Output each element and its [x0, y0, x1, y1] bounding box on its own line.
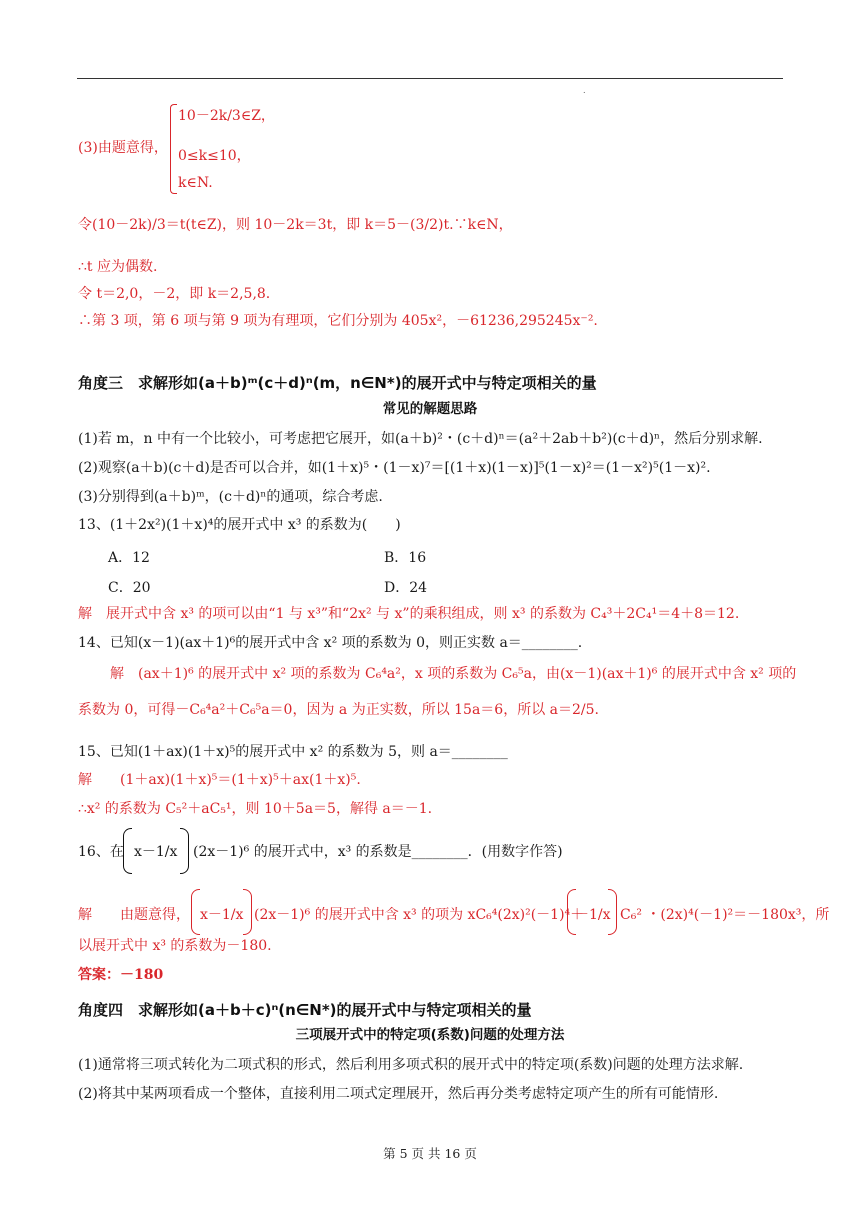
q13-stem: 13、(1＋2x²)(1＋x)⁴的展开式中 x³ 的系数为( ): [78, 517, 401, 533]
q16-sol-paren-left-1: [191, 889, 200, 935]
q14-solution-1: 解 (ax＋1)⁶ 的展开式中 x² 项的系数为 C₆⁴a²，x 项的系数为 C₆⁵a，由(x－1)(ax＋1)⁶ 的展开式中含 x² 项的: [110, 666, 797, 682]
q16-stem: (2x－1)⁶ 的展开式中，x³ 的系数是________．(用数字作答): [193, 844, 563, 860]
q13-option-d: D．24: [384, 580, 428, 596]
q13-option-b: B．16: [384, 550, 427, 566]
q16-sol-mid: (2x－1)⁶ 的展开式中含 x³ 的项为 xC₆⁴(2x)²(－1)⁴＋: [254, 907, 585, 923]
q13-solution: 解 展开式中含 x³ 的项可以由“1 与 x³”和“2x² 与 x”的乘积组成，则 x³ 的系数为 C₄³＋2C₄¹＝4＋8＝12.: [78, 606, 740, 622]
q13-option-c: C．20: [108, 580, 151, 596]
q16-sol-end: C₆² ・(2x)⁴(－1)²＝－180x³，所: [620, 907, 830, 923]
q16-answer: 答案：－180: [78, 967, 164, 983]
q16-paren-right: [180, 828, 189, 874]
sol3-cond2: 0≤k≤10，: [178, 148, 251, 164]
q16-solution-2: 以展开式中 x³ 的系数为－180.: [78, 938, 272, 954]
sol3-brace: [170, 104, 177, 194]
sol3-label: (3)由题意得，: [78, 140, 168, 156]
q16-paren-left: [123, 828, 132, 874]
q16-sol-expr-2: －1/x: [575, 907, 611, 923]
angle3-subtitle: 常见的解题思路: [382, 401, 478, 417]
q14-stem: 14、已知(x－1)(ax＋1)⁶的展开式中含 x² 项的系数为 0，则正实数 a＝________.: [78, 635, 583, 651]
q16-sol-label: 解 由题意得，: [78, 907, 190, 923]
sol3-line-t: 令(10－2k)/3＝t(t∈Z)，则 10－2k＝3t，即 k＝5－(3/2)t.∵k∈N，: [78, 217, 513, 233]
angle4-subtitle: 三项展开式中的特定项(系数)问题的处理方法: [295, 1027, 565, 1043]
q15-solution-2: ∴x² 的系数为 C₅²＋aC₅¹，则 10＋5a＝5，解得 a＝－1.: [78, 801, 433, 817]
q15-stem: 15、已知(1＋ax)(1＋x)⁵的展开式中 x² 的系数为 5，则 a＝________: [78, 744, 508, 760]
q15-solution-1: 解 (1＋ax)(1＋x)⁵＝(1＋x)⁵＋ax(1＋x)⁵.: [78, 772, 361, 788]
angle3-p1: (1)若 m，n 中有一个比较小，可考虑把它展开，如(a＋b)²・(c＋d)ⁿ＝(a²＋2ab＋b²)(c＋d)ⁿ，然后分别求解.: [78, 431, 763, 447]
header-rule: [77, 78, 783, 79]
sol3-cond3: k∈N.: [178, 175, 213, 191]
q16-expr: x－1/x: [134, 844, 178, 860]
angle4-p1: (1)通常将三项式转化为二项式积的形式，然后利用多项式积的展开式中的特定项(系数)问题的处理方法求解.: [78, 1057, 744, 1073]
angle4-p2: (2)将其中某两项看成一个整体，直接利用二项式定理展开，然后再分类考虑特定项产生的所有可能情形.: [78, 1086, 719, 1102]
angle4-title: 角度四 求解形如(a＋b＋c)ⁿ(n∈N*)的展开式中与特定项相关的量: [78, 1001, 532, 1019]
q16-sol-expr-1: x－1/x: [200, 907, 244, 923]
q16-sol-paren-right-1: [243, 889, 252, 935]
angle3-p3: (3)分别得到(a＋b)ᵐ，(c＋d)ⁿ的通项，综合考虑.: [78, 489, 383, 505]
q14-solution-2: 系数为 0，可得－C₆⁴a²＋C₆⁵a＝0，因为 a 为正实数，所以 15a＝6，所以 a＝2/5.: [78, 702, 599, 718]
sol3-line-even: ∴t 应为偶数.: [78, 259, 158, 275]
angle3-p2: (2)观察(a＋b)(c＋d)是否可以合并，如(1＋x)⁵・(1－x)⁷＝[(1＋x)(1－x)]⁵(1－x)²＝(1－x²)⁵(1－x)².: [78, 460, 711, 476]
sol3-cond1: 10－2k/3∈Z，: [178, 108, 275, 124]
sol3-line-k: 令 t＝2,0，－2，即 k＝2,5,8.: [78, 286, 271, 302]
q13-option-a: A．12: [108, 550, 150, 566]
q16-sol-paren-right-2: [608, 889, 617, 935]
page-footer: 第 5 页 共 16 页: [383, 1146, 477, 1161]
header-dot: .: [583, 86, 586, 95]
sol3-line-result: ∴第 3 项，第 6 项与第 9 项为有理项，它们分别为 405x²，－61236,295245x⁻².: [78, 313, 598, 329]
angle3-title: 角度三 求解形如(a＋b)ᵐ(c＋d)ⁿ(m，n∈N*)的展开式中与特定项相关的量: [78, 374, 597, 392]
q16-prefix: 16、在: [78, 844, 124, 860]
